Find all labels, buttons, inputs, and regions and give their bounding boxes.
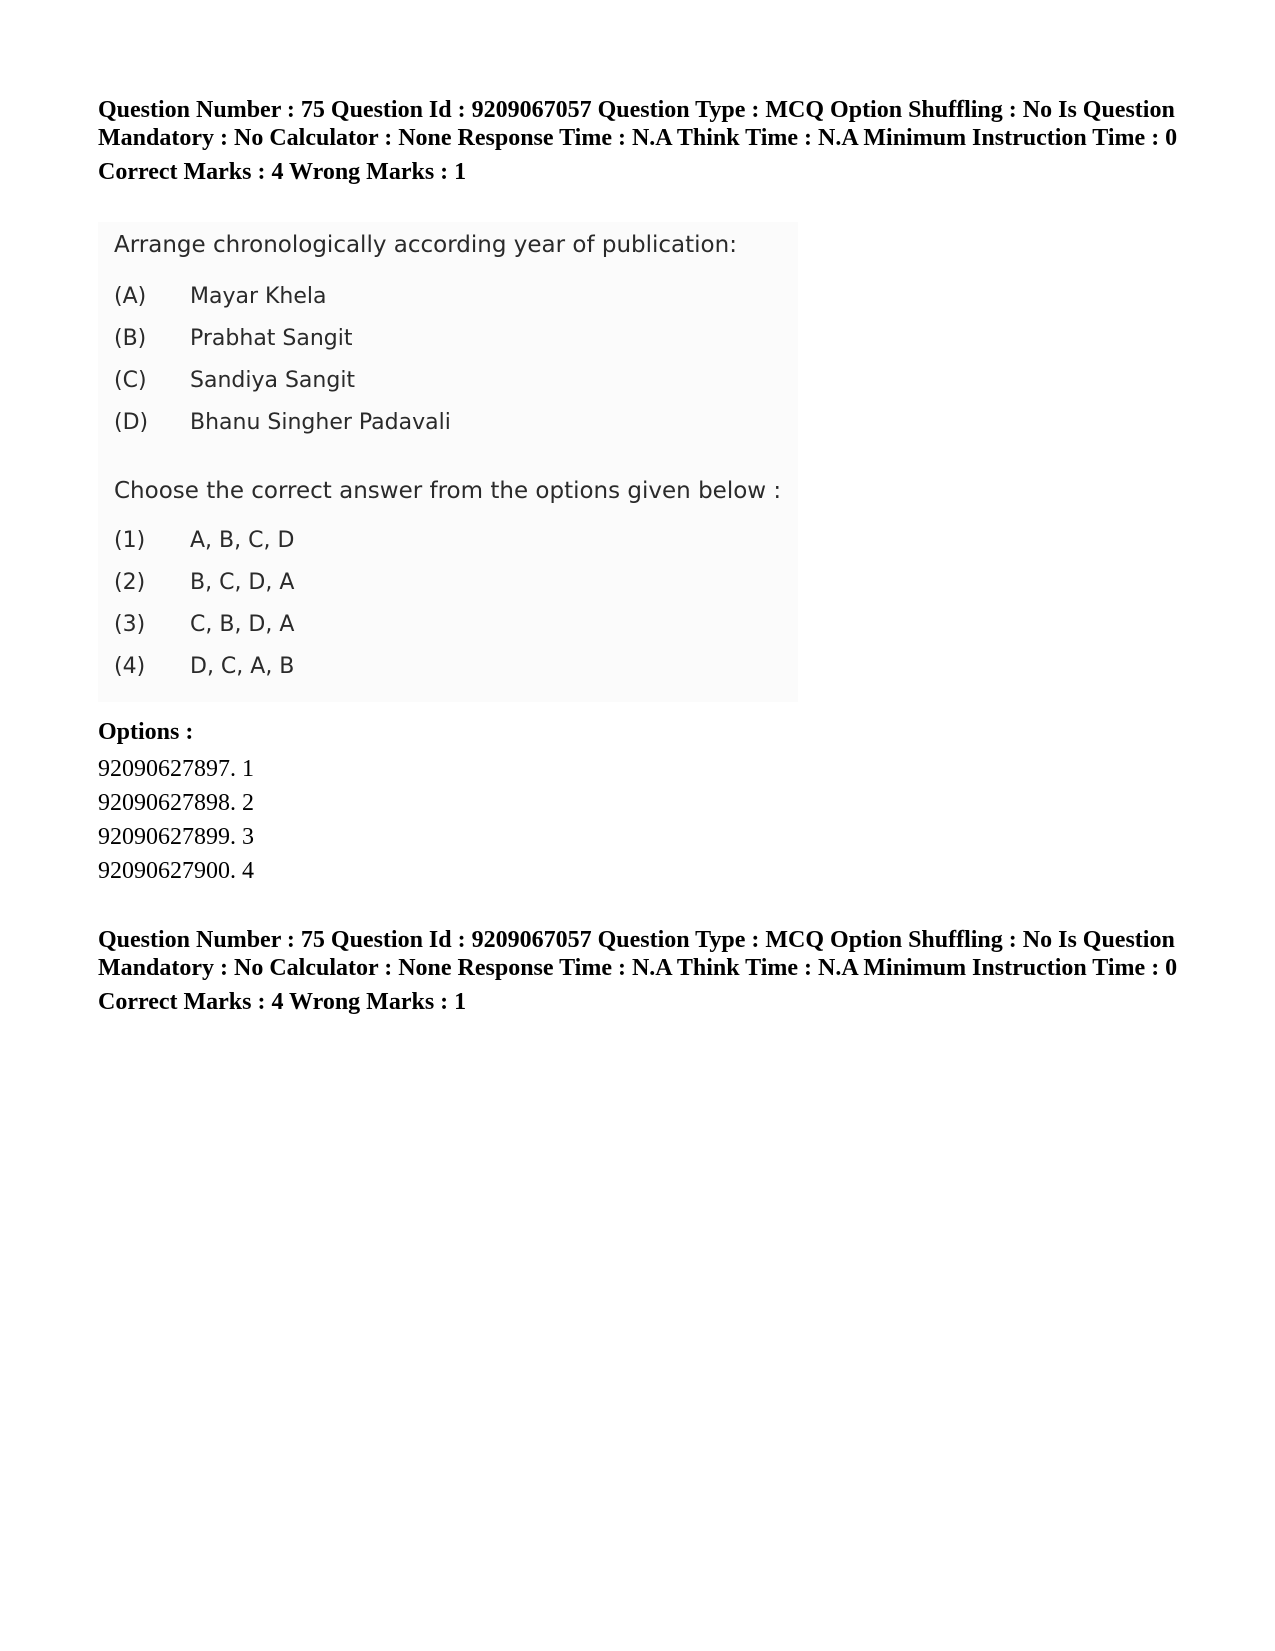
question-item bbox=[114, 410, 451, 435]
question-item-text: Mayar Khela bbox=[190, 284, 327, 309]
answer-choice-label: (1) bbox=[114, 528, 146, 553]
answer-choice-text: A, B, C, D bbox=[190, 528, 295, 553]
answer-choice-label: (2) bbox=[114, 570, 146, 595]
question-item bbox=[114, 326, 353, 351]
answer-choice bbox=[114, 612, 294, 637]
answer-choice bbox=[114, 654, 294, 679]
choose-instruction: Choose the correct answer from the options given below : bbox=[114, 478, 782, 504]
option-item: 92090627898. 2 bbox=[98, 790, 254, 816]
option-item: 92090627899. 3 bbox=[98, 824, 254, 850]
question-item-text: Prabhat Sangit bbox=[190, 326, 353, 351]
question-stem: Arrange chronologically according year of publication: bbox=[114, 232, 737, 258]
question-item-text: Bhanu Singher Padavali bbox=[190, 410, 451, 435]
question-meta-text: Question Number : 75 Question Id : 9209067057 Question Type : MCQ Option Shuffling : No Is Question Mandatory : No Calculator : None Response Time : N.A Think Time : N.A Minimum Instruction Time : 0 bbox=[98, 927, 1178, 981]
question-item-label: (C) bbox=[114, 368, 147, 393]
answer-choice-text: C, B, D, A bbox=[190, 612, 295, 637]
question-item-text: Sandiya Sangit bbox=[190, 368, 356, 393]
answer-choice-text: D, C, A, B bbox=[190, 654, 295, 679]
question-image bbox=[98, 222, 798, 702]
question-meta-header bbox=[98, 926, 1178, 1016]
option-item: 92090627897. 1 bbox=[98, 756, 254, 782]
answer-choice bbox=[114, 570, 294, 595]
options-heading: Options : bbox=[98, 719, 194, 745]
question-item-label: (B) bbox=[114, 326, 147, 351]
question-item bbox=[114, 368, 355, 393]
options-list bbox=[98, 752, 254, 888]
question-meta-header bbox=[98, 96, 1178, 186]
marks-text: Correct Marks : 4 Wrong Marks : 1 bbox=[98, 159, 467, 185]
marks-text: Correct Marks : 4 Wrong Marks : 1 bbox=[98, 989, 467, 1015]
option-item: 92090627900. 4 bbox=[98, 858, 254, 884]
answer-choice-label: (3) bbox=[114, 612, 146, 637]
question-meta-text: Question Number : 75 Question Id : 9209067057 Question Type : MCQ Option Shuffling : No Is Question Mandatory : No Calculator : None Response Time : N.A Think Time : N.A Minimum Instruction Time : 0 bbox=[98, 97, 1178, 151]
answer-choice-text: B, C, D, A bbox=[190, 570, 295, 595]
question-item-label: (D) bbox=[114, 410, 149, 435]
question-item bbox=[114, 284, 327, 309]
question-item-label: (A) bbox=[114, 284, 147, 309]
answer-choice bbox=[114, 528, 294, 553]
answer-choice-label: (4) bbox=[114, 654, 146, 679]
